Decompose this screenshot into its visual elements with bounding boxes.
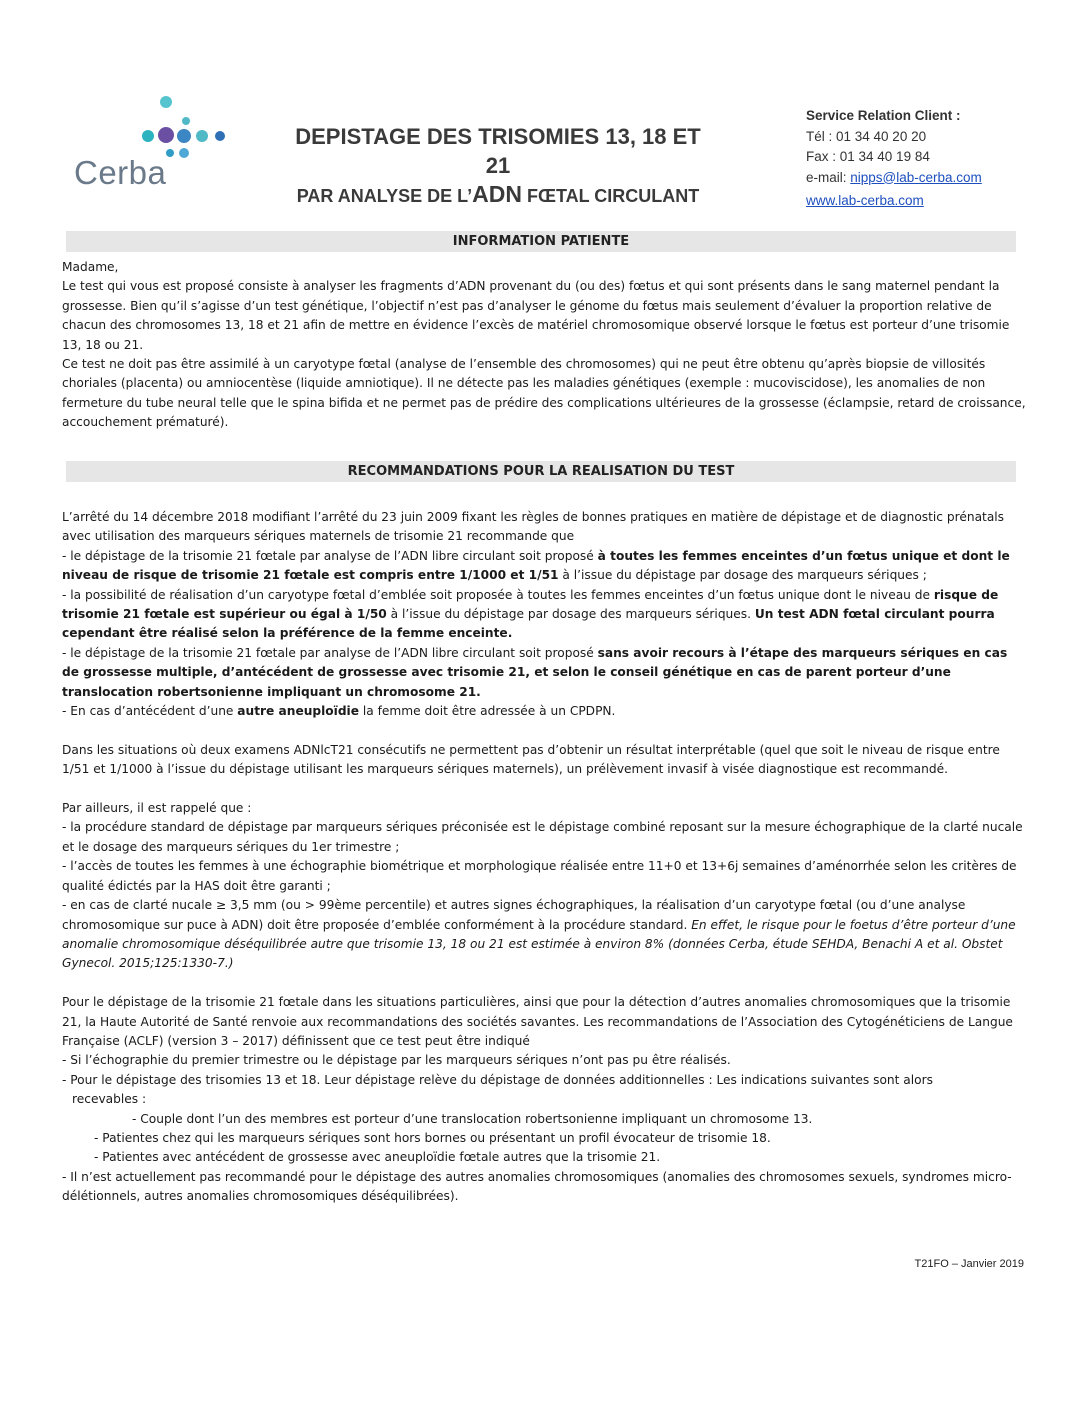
title-line-2-adn: ADN	[472, 181, 522, 207]
special-sub-item-1: - Couple dont l’un des membres est porteur d’une translocation robertsonienne impliquant un chromosome 13.	[132, 1111, 813, 1126]
special-sub-item-2: - Patientes chez qui les marqueurs sériques sont hors bornes ou présentant un profil évocateur de trisomie 18.	[94, 1130, 771, 1145]
recommendation-4	[62, 702, 1028, 721]
spacer	[62, 721, 1028, 740]
information-paragraph-2: Ce test ne doit pas être assimilé à un caryotype fœtal (analyse de l’ensemble des chromosomes) qui ne peut être obtenu qu’après biopsie de villosités choriales (placenta) ou amniocentèse (liquide amniotique). Il ne détecte pas les maladies génétiques (exemple : mucoviscidose), les anomalies de non fermeture du tube neural telle que le spina bifida et ne permet pas de prédire des complications ultérieures de la grossesse (éclampsie, retard de croissance, accouchement prématuré).	[62, 357, 1026, 430]
recommendation-2-bold-2: Un test ADN fœtal circulant pourra cependant être réalisé selon la préférence de la femme enceinte.	[62, 607, 995, 641]
arrete-intro: L’arrêté du 14 décembre 2018 modifiant l’arrêté du 23 juin 2009 fixant les règles de bonnes pratiques en matière de dépistage et de diagnostic prénatals avec utilisation des marqueurs sériques maternels de trisomie 21 recommande que	[62, 510, 1005, 544]
recommendation-4-text: - En cas d’antécédent d’une	[62, 704, 238, 719]
section-information-body	[62, 258, 1028, 433]
logo-dot	[142, 130, 154, 142]
cerba-logo	[74, 96, 254, 196]
logo-text: Cerba	[74, 154, 167, 191]
adn-paragraph: Dans les situations où deux examens ADNlcT21 consécutifs ne permettent pas d’obtenir un résultat interprétable (quel que soit le niveau de risque entre 1/51 et 1/1000 à l’issue du dépistage utilisant les marqueurs sériques maternels), un prélèvement invasif à visée diagnostique est recommandé.	[62, 742, 1000, 777]
section-recommandations-body	[62, 508, 1028, 1207]
logo-dot	[166, 149, 174, 157]
recommendation-1-bold: à toutes les femmes enceintes d’un fœtus unique et dont le niveau de risque de trisomie 21 fœtale est compris entre 1/1000 et 1/51	[62, 548, 1010, 583]
logo-dot	[215, 131, 225, 141]
recommendation-3-bold: sans avoir recours à l’étape des marqueurs sériques en cas de grossesse multiple, d’antécédent de grossesse avec trisomie 21, et selon le conseil génétique en cas de parent porteur d’une translocation robertsonienne impliquant un chromosome 21.	[62, 645, 1008, 699]
logo-dot	[182, 117, 190, 125]
ailleurs-item-3	[62, 896, 1028, 974]
recommendation-2-mid: à l’issue du dépistage par dosage des marqueurs sériques.	[386, 607, 755, 622]
recommendation-4-end: la femme doit être adressée à un CPDPN.	[359, 704, 616, 719]
logo-dot	[158, 127, 174, 143]
special-situations-intro: Pour le dépistage de la trisomie 21 fœtale dans les situations particulières, ainsi que pour la détection d’autres anomalies chromosomiques que la trisomie 21, la Haute Autorité de Santé renvoie aux recommandations des sociétés savantes. Les recommandations de l’Association des Cytogénéticiens de Langue Française (ACLF) (version 3 – 2017) définissent que ce test peut être indiqué	[62, 995, 1013, 1048]
recommendation-2-bold: risque de trisomie 21 fœtale est supérieur ou égal à 1/50	[62, 587, 999, 622]
recommendation-3-text: - le dépistage de la trisomie 21 fœtale par analyse de l’ADN libre circulant soit proposé	[62, 645, 598, 660]
recommendation-1	[62, 547, 1028, 586]
salutation: Madame,	[62, 260, 119, 274]
section-heading-recommandations: RECOMMANDATIONS POUR LA REALISATION DU TEST	[66, 461, 1016, 482]
contact-email-row	[806, 168, 982, 189]
contact-heading: Service Relation Client :	[806, 108, 961, 123]
ailleurs-item-3-italic: En effet, le risque pour le foetus d’être porteur d’une anomalie chromosomique déséquilibrée autre que trisomie 13, 18 ou 21 est estimée à environ 8% (données Cerba, étude SEHDA, Benachi A et al. Obstet Gynecol. 2015;125:1330-7.)	[62, 917, 1016, 971]
title-line-2-suffix: FŒTAL CIRCULANT	[521, 186, 700, 206]
section-heading-information: INFORMATION PATIENTE	[66, 231, 1016, 252]
special-item-2: - Pour le dépistage des trisomies 13 et 18. Leur dépistage relève du dépistage de données additionnelles : Les indications suivantes sont alors	[62, 1072, 933, 1087]
special-sub-item-3: - Patientes avec antécédent de grossesse avec aneuploïdie fœtale autres que la trisomie 21.	[94, 1150, 661, 1165]
ailleurs-item-2: - l’accès de toutes les femmes à une échographie biométrique et morphologique réalisée entre 11+0 et 13+6j semaines d’aménorrhée selon les critères de qualité édictés par la HAS doit être garanti ;	[62, 859, 1017, 893]
recommendation-1-end: à l’issue du dépistage par dosage des marqueurs sériques ;	[558, 568, 927, 583]
document-reference: T21FO – Janvier 2019	[914, 1258, 1024, 1270]
special-item-1: - Si l’échographie du premier trimestre ou le dépistage par les marqueurs sériques n’ont pas pu être réalisés.	[62, 1053, 731, 1068]
title-line-2	[288, 180, 708, 211]
recommendation-1-text: - le dépistage de la trisomie 21 fœtale par analyse de l’ADN libre circulant soit proposé	[62, 548, 598, 563]
spacer	[62, 780, 1028, 799]
ailleurs-intro: Par ailleurs, il est rappelé que :	[62, 801, 252, 816]
ailleurs-item-1: - la procédure standard de dépistage par marqueurs sériques préconisée est le dépistage combiné reposant sur la mesure échographique de la clarté nucale et le dosage des marqueurs sériques du 1er trimestre ;	[62, 820, 1023, 854]
logo-dot	[179, 148, 189, 158]
title-line-1	[288, 122, 708, 180]
title-line-1-prefix: DEPISTAGE DES TRISOMIES	[295, 124, 606, 149]
logo-dot	[160, 96, 172, 108]
contact-email-link[interactable]: nipps@lab-cerba.com	[850, 169, 982, 185]
ailleurs-item-3-text: - en cas de clarté nucale ≥ 3,5 mm (ou > 99ème percentile) et autres signes échographiques, la réalisation d’un caryotype fœtal (ou d’une analyse chromosomique sur puce à ADN) doit être proposée d’emblée conformément à la procédure standard.	[62, 898, 966, 932]
logo-dot	[177, 129, 191, 143]
title-line-1-et: ET	[672, 124, 701, 149]
recommendation-2	[62, 586, 1028, 644]
title-line-1-end: 21	[485, 153, 511, 178]
recommendation-2-text: - la possibilité de réalisation d’un caryotype fœtal d’emblée soit proposée à toutes les femmes enceintes d’un fœtus unique dont le niveau de	[62, 587, 934, 602]
title-line-1-numbers: 13, 18	[605, 124, 673, 149]
recommendation-4-bold: autre aneuploïdie	[237, 704, 360, 719]
contact-website-link[interactable]: www.lab-cerba.com	[806, 193, 924, 208]
spacer	[62, 974, 1028, 993]
recommendation-3	[62, 644, 1028, 702]
information-paragraph-1: Le test qui vous est proposé consiste à analyser les fragments d’ADN provenant du (ou des) fœtus et qui sont présents dans le sang maternel pendant la grossesse. Bien qu’il s’agisse d’un test génétique, l’objectif n’est pas d’analyser le génome du fœtus mais seulement d’évaluer la proportion relative de chacun des chromosomes 13, 18 et 21 afin de mettre en évidence l’excès de matériel chromosomique observé lorsque le fœtus est porteur d’une trisomie 13, 18 ou 21.	[62, 279, 1010, 352]
logo-dot	[196, 130, 208, 142]
contact-email-label: e-mail:	[806, 169, 851, 185]
contact-fax: Fax : 01 34 40 19 84	[806, 149, 930, 164]
special-item-3: - Il n’est actuellement pas recommandé pour le dépistage des autres anomalies chromosomiques (anomalies des chromosomes sexuels, syndromes micro-délétionnels, autres anomalies chromosomiques déséquilibrées).	[62, 1169, 1012, 1204]
title-line-2-prefix: PAR ANALYSE DE L’	[296, 186, 473, 206]
contact-tel: Tél : 01 34 40 20 20	[806, 128, 927, 144]
contact-block	[806, 106, 982, 212]
special-item-2-continuation: recevables :	[72, 1092, 147, 1107]
document-title	[288, 122, 708, 211]
